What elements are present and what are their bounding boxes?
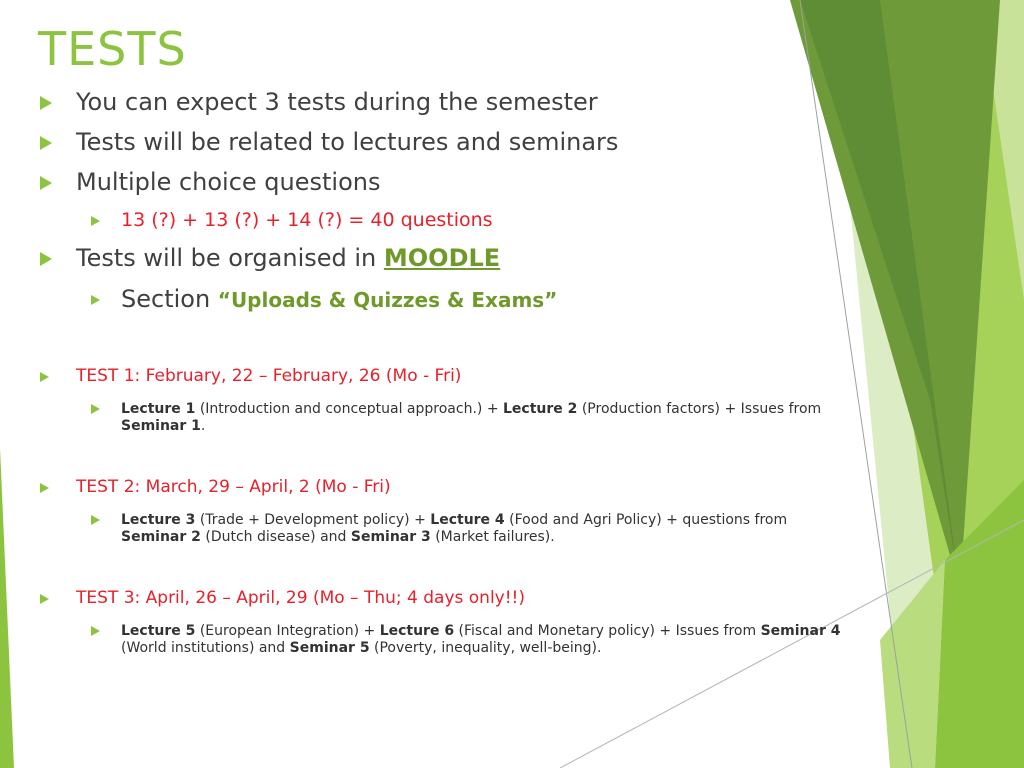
- bullet-organised-moodle: [76, 244, 500, 272]
- bullet-related-lectures: Tests will be related to lectures and seminars: [76, 128, 619, 156]
- moodle-link[interactable]: MOODLE: [383, 244, 501, 272]
- bullet-arrow-icon: [40, 594, 49, 604]
- lecture-label: Lecture 4: [430, 512, 505, 528]
- bullet-expect-tests: You can expect 3 tests during the semester: [76, 88, 598, 116]
- test1-heading: TEST 1: February, 22 – February, 26 (Mo - Fri): [76, 366, 462, 386]
- slide-title: TESTS: [38, 22, 187, 76]
- test2-heading: TEST 2: March, 29 – April, 2 (Mo - Fri): [76, 477, 391, 497]
- detail-text: (Dutch disease) and: [200, 529, 351, 545]
- detail-text: (Introduction and conceptual approach.) +: [195, 401, 503, 417]
- detail-text: (Food and Agri Policy) + questions from: [504, 512, 788, 528]
- sub-bullet-arrow-icon: [91, 216, 100, 226]
- detail-text: (World institutions) and: [121, 640, 290, 656]
- lecture-label: Lecture 2: [503, 401, 578, 417]
- detail-text: .: [200, 418, 206, 434]
- bullet-arrow-icon: [40, 136, 52, 150]
- lecture-label: Lecture 1: [121, 401, 196, 417]
- section-name: “Uploads & Quizzes & Exams”: [217, 288, 558, 312]
- section-prefix: Section: [121, 285, 218, 313]
- detail-text: (Poverty, inequality, well-being).: [369, 640, 602, 656]
- seminar-label: Seminar 1: [121, 418, 201, 434]
- moodle-prefix: Tests will be organised in: [76, 244, 384, 272]
- seminar-label: Seminar 3: [350, 529, 431, 545]
- test3-heading: TEST 3: April, 26 – April, 29 (Mo – Thu; 4 days only!!): [76, 588, 525, 608]
- sub-bullet-arrow-icon: [91, 515, 100, 525]
- section-line: [121, 285, 557, 313]
- lecture-label: Lecture 5: [121, 623, 196, 639]
- detail-text: (Trade + Development policy) +: [195, 512, 431, 528]
- lecture-label: Lecture 6: [379, 623, 455, 639]
- bullet-arrow-icon: [40, 483, 49, 493]
- seminar-label: Seminar 5: [289, 640, 370, 656]
- sub-bullet-arrow-icon: [91, 404, 100, 414]
- sub-bullet-arrow-icon: [91, 626, 100, 636]
- detail-text: (Market failures).: [430, 529, 555, 545]
- test3-details: [121, 623, 841, 657]
- test1-details: [121, 401, 841, 435]
- bullet-arrow-icon: [40, 176, 52, 190]
- sub-bullet-arrow-icon: [91, 295, 100, 305]
- bullet-multiple-choice: Multiple choice questions: [76, 168, 381, 196]
- detail-text: (Production factors) + Issues from: [577, 401, 822, 417]
- detail-text: (European Integration) +: [195, 623, 380, 639]
- seminar-label: Seminar 2: [121, 529, 201, 545]
- test2-details: [121, 512, 841, 546]
- bullet-arrow-icon: [40, 96, 52, 110]
- detail-text: (Fiscal and Monetary policy) + Issues from: [454, 623, 761, 639]
- bullet-arrow-icon: [40, 252, 52, 266]
- bullet-arrow-icon: [40, 372, 49, 382]
- lecture-label: Lecture 3: [121, 512, 196, 528]
- seminar-label: Seminar 4: [760, 623, 841, 639]
- question-count: 13 (?) + 13 (?) + 14 (?) = 40 questions: [121, 209, 493, 231]
